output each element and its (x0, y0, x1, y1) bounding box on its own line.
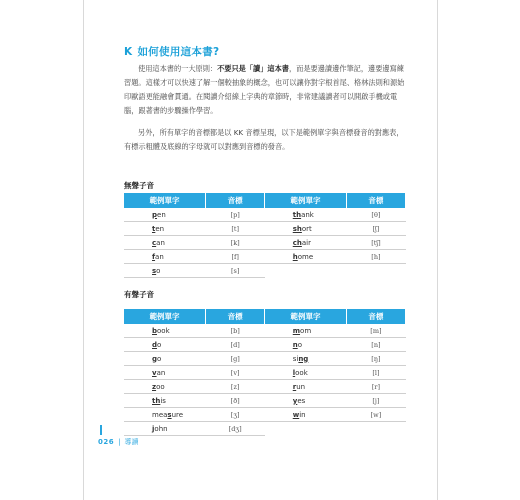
page-number: 026 (98, 438, 115, 446)
phonetic-symbol: [t] (206, 222, 265, 236)
example-word: pen (124, 208, 206, 222)
example-word (265, 422, 347, 436)
phonetic-symbol: [f] (206, 250, 265, 264)
intro-bold: 不要只是「讀」這本書 (217, 64, 289, 73)
example-word: ten (124, 222, 206, 236)
example-word: john (124, 422, 206, 436)
phonetic-symbol: [k] (206, 236, 265, 250)
example-word: this (124, 394, 206, 408)
phonetic-symbol: [h] (346, 250, 405, 264)
example-word (265, 264, 347, 278)
intro-post: ，而是要邊讀邊作筆記，邊要邊寫練習題。這樣才可以快速了解一個較抽象的概念，也可以讓你對字根首尾、格林法則和源始印歐語更能融會貫通。在閱讀介紹線上字典的章節時，非常建議讀者可以開啟手機或電腦，跟著書的步驟操作學習。 (124, 64, 405, 115)
phonetic-symbol (346, 264, 405, 278)
table-row (124, 380, 406, 394)
phonetic-symbol: [w] (346, 408, 405, 422)
table-header-row (124, 309, 406, 324)
table-row (124, 208, 406, 222)
example-word: chair (265, 236, 347, 250)
phonetic-symbol: [ð] (206, 394, 265, 408)
example-word: home (265, 250, 347, 264)
phonetic-symbol: [ʃ] (346, 222, 405, 236)
voiceless-title: 無聲子音 (124, 181, 154, 190)
table-row (124, 408, 406, 422)
phonetic-symbol: [n] (346, 338, 405, 352)
col-header: 音標 (346, 309, 405, 324)
phonetic-symbol: [b] (206, 324, 265, 338)
table-row (124, 338, 406, 352)
example-word: sing (265, 352, 347, 366)
col-header: 範例單字 (265, 193, 347, 208)
table-row (124, 264, 406, 278)
col-header: 範例單字 (124, 193, 206, 208)
voiced-title: 有聲子音 (124, 290, 154, 299)
phonetic-symbol: [z] (206, 380, 265, 394)
example-word: go (124, 352, 206, 366)
table-row (124, 222, 406, 236)
phonetic-symbol: [tʃ] (346, 236, 405, 250)
example-word: measure (124, 408, 206, 422)
voiced-table (124, 309, 406, 436)
example-word: look (265, 366, 347, 380)
book-page (84, 0, 437, 500)
phonetic-symbol: [s] (206, 264, 265, 278)
example-word: can (124, 236, 206, 250)
intro-paragraph (124, 62, 406, 118)
phonetic-symbol: [l] (346, 366, 405, 380)
example-word: no (265, 338, 347, 352)
col-header: 範例單字 (124, 309, 206, 324)
phonetic-symbol: [θ] (346, 208, 405, 222)
example-word: yes (265, 394, 347, 408)
page-footer: 026 | 導讀 (98, 425, 138, 447)
phonetic-symbol: [p] (206, 208, 265, 222)
table-row (124, 236, 406, 250)
voiceless-table (124, 193, 406, 278)
example-word: book (124, 324, 206, 338)
col-header: 音標 (346, 193, 405, 208)
phonetic-symbol: [r] (346, 380, 405, 394)
example-word: win (265, 408, 347, 422)
table-row (124, 324, 406, 338)
col-header: 音標 (206, 309, 265, 324)
phonetic-symbol (346, 422, 405, 436)
phonetic-symbol: [dʒ] (206, 422, 265, 436)
heading-title: 如何使用這本書? (137, 46, 220, 58)
example-word: short (265, 222, 347, 236)
example-word: run (265, 380, 347, 394)
example-word: do (124, 338, 206, 352)
example-word: thank (265, 208, 347, 222)
footer-bar (100, 425, 102, 435)
phonetic-symbol: [j] (346, 394, 405, 408)
table-row (124, 366, 406, 380)
phonetic-symbol: [d] (206, 338, 265, 352)
example-word: fan (124, 250, 206, 264)
table-row (124, 422, 406, 436)
example-word: van (124, 366, 206, 380)
table-header-row (124, 193, 406, 208)
heading-marker: K (124, 46, 133, 58)
footer-section: 導讀 (124, 438, 139, 446)
example-word: zoo (124, 380, 206, 394)
phonetic-symbol: [m] (346, 324, 405, 338)
section-heading (124, 44, 219, 59)
table-row (124, 352, 406, 366)
intro-pre: 使用這本書的一大原則： (138, 64, 218, 73)
phonetic-symbol: [g] (206, 352, 265, 366)
example-word: so (124, 264, 206, 278)
col-header: 範例單字 (265, 309, 347, 324)
col-header: 音標 (206, 193, 265, 208)
kk-paragraph: 另外，所有單字的音標都是以 KK 音標呈現，以下是範例單字與音標發音的對應表，有標示粗體及底線的字母就可以對應到音標的發音。 (124, 128, 404, 151)
example-word: mom (265, 324, 347, 338)
table-row (124, 394, 406, 408)
table-row (124, 250, 406, 264)
phonetic-symbol: [v] (206, 366, 265, 380)
phonetic-symbol: [ŋ] (346, 352, 405, 366)
phonetic-symbol: [ʒ] (206, 408, 265, 422)
